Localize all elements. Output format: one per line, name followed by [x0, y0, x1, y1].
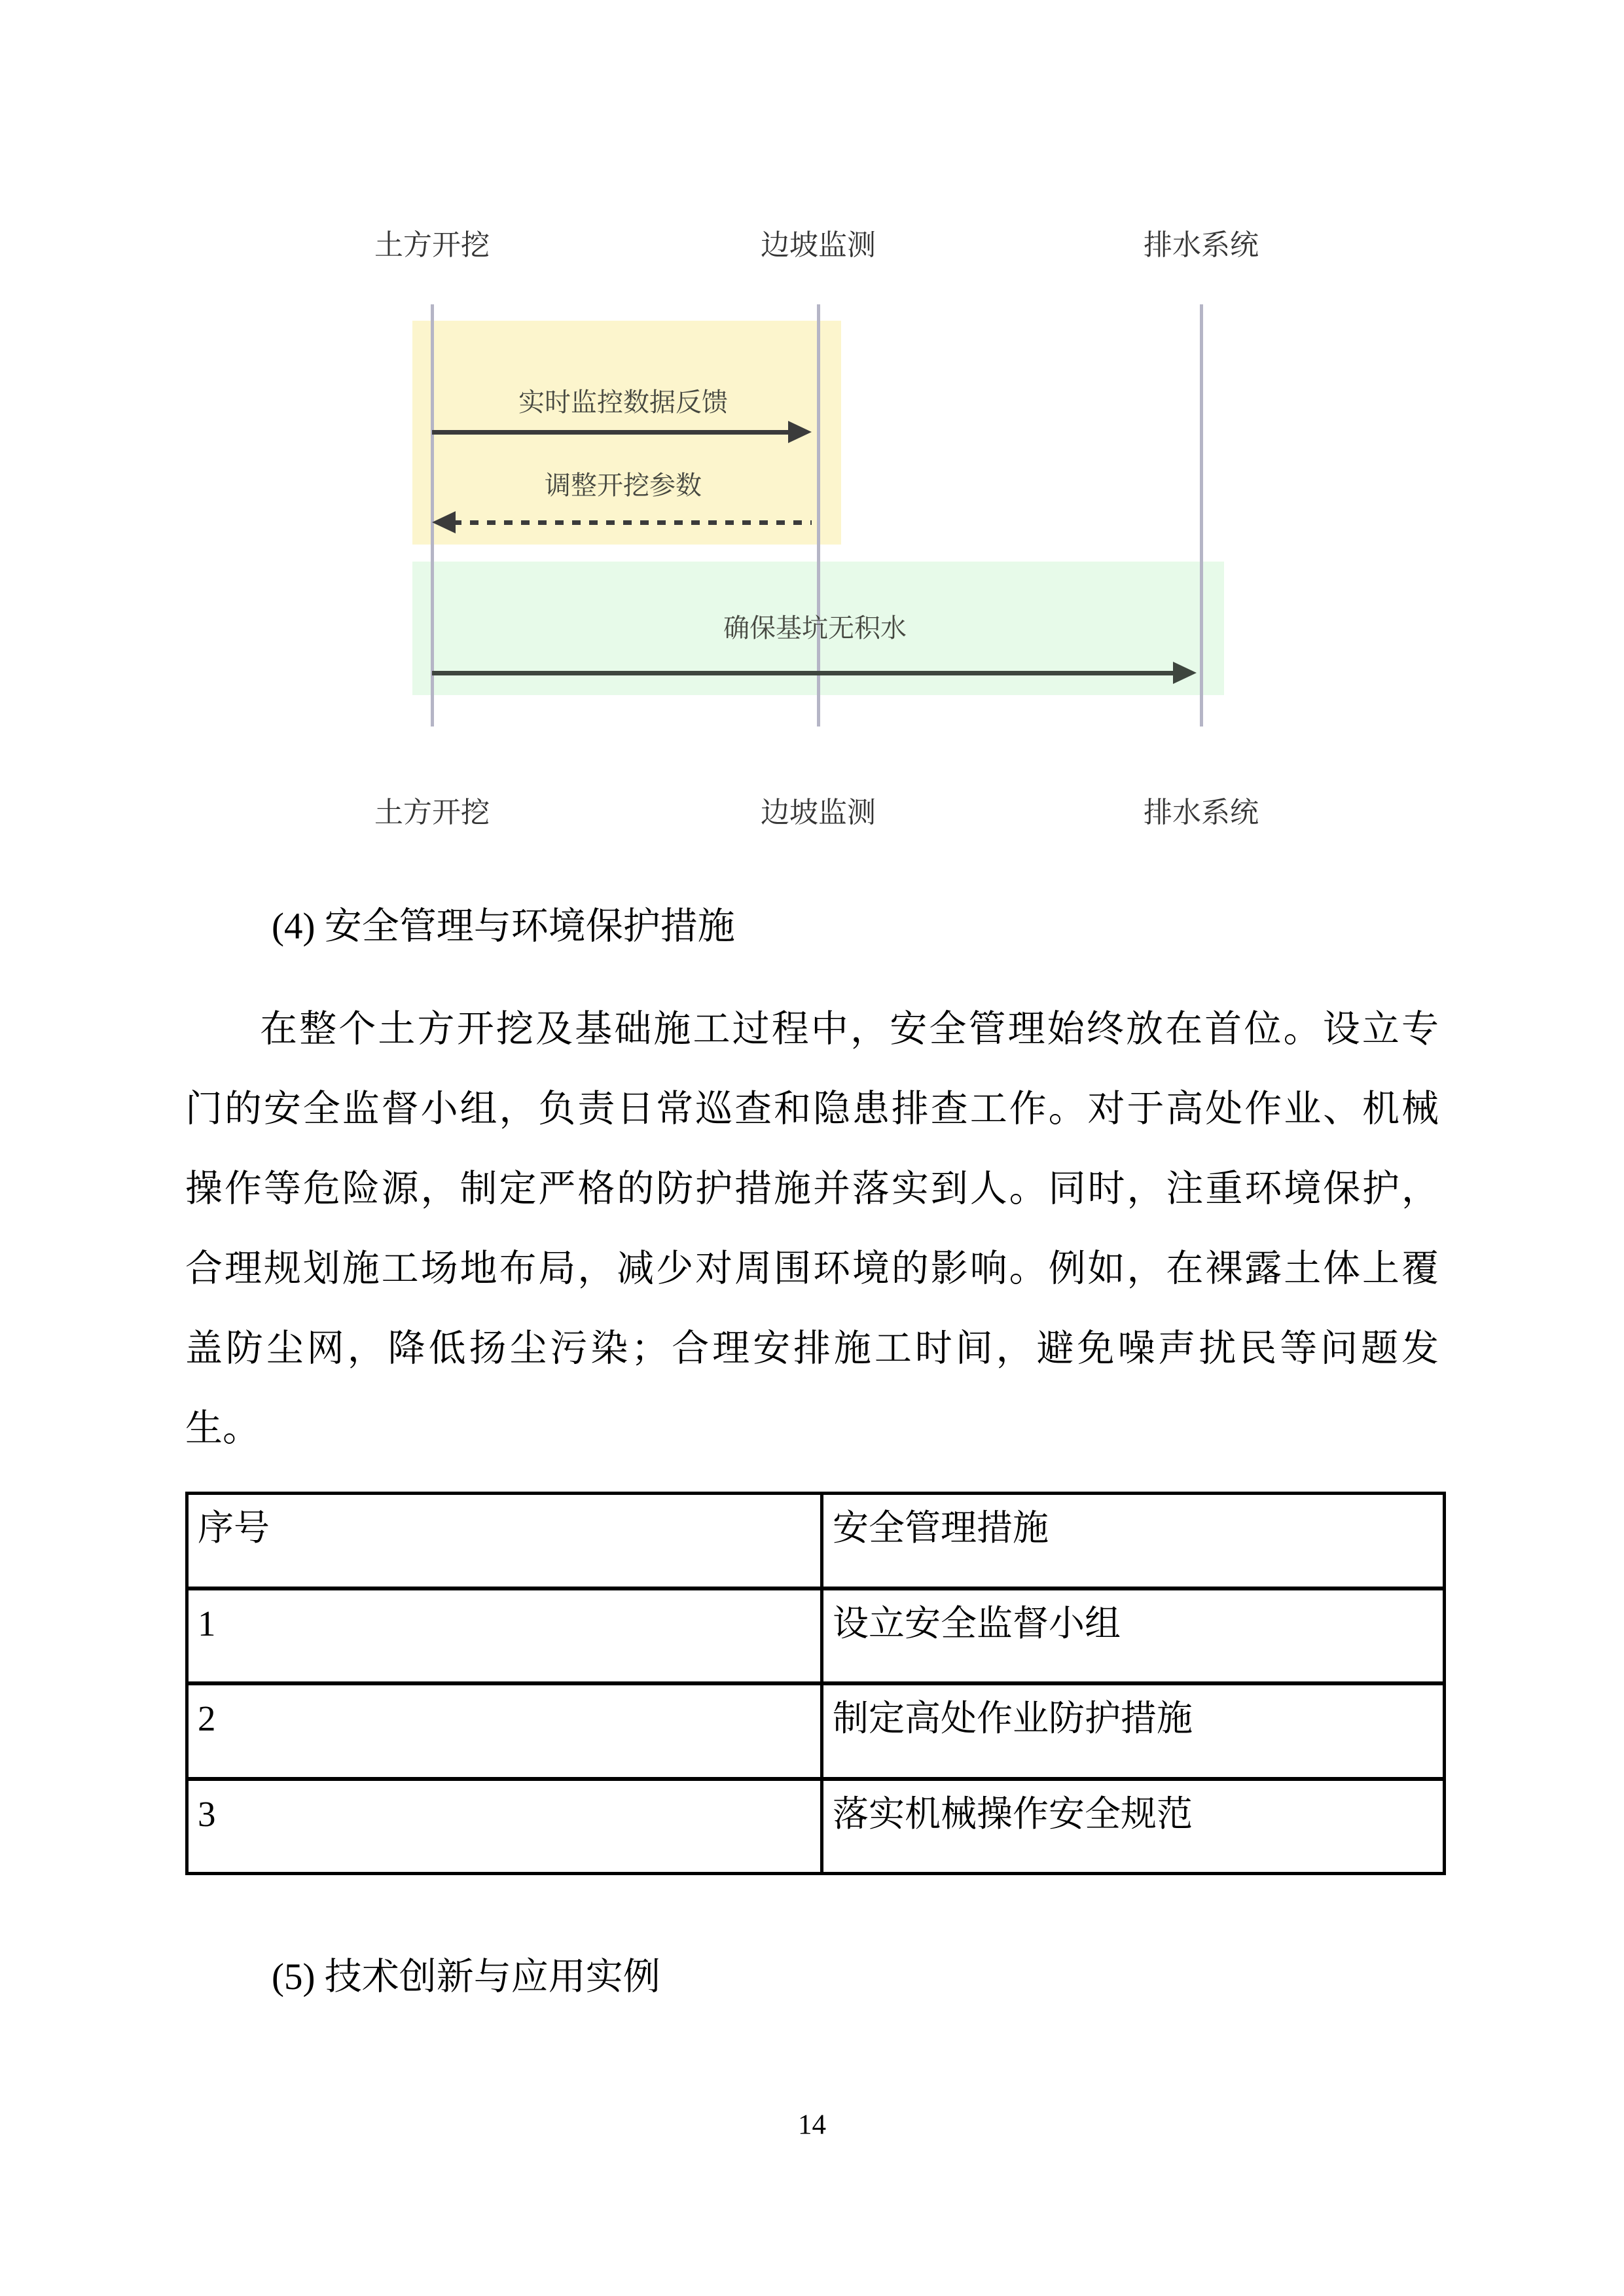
safety-measures-table: [185, 1492, 1446, 1875]
table-cell-measure: 落实机械操作安全规范: [820, 1781, 1443, 1873]
arrow-monitor-feedback: [432, 421, 812, 443]
body-paragraph: [185, 990, 1439, 1469]
message-label-no-water: 确保基坑无积水: [723, 614, 907, 643]
actor-top-drainage: 排水系统: [1144, 229, 1259, 261]
page-number: 14: [798, 2109, 826, 2140]
table-cell-index: 3: [198, 1793, 216, 1834]
table-cell-measure: 制定高处作业防护措施: [820, 1685, 1443, 1777]
message-label-adjust-params: 调整开挖参数: [545, 471, 702, 500]
table-cell-index: 1: [198, 1603, 216, 1643]
paragraph-line: 操作等危险源，制定严格的防护措施并落实到人。同时，注重环境保护，: [185, 1168, 1439, 1210]
table-cell-index: 2: [198, 1698, 216, 1738]
table-row: [189, 1681, 1443, 1777]
actor-bottom-drainage: 排水系统: [1144, 797, 1259, 829]
table-row: [189, 1587, 1443, 1682]
paragraph-line: 合理规划施工场地布局，减少对周围环境的影响。例如，在裸露土体上覆: [185, 1248, 1439, 1289]
message-label-monitor-feedback: 实时监控数据反馈: [518, 388, 728, 417]
actor-top-slope-monitoring: 边坡监测: [761, 229, 876, 261]
table-header-row: [189, 1495, 1443, 1587]
sequence-diagram: [0, 0, 1624, 844]
table-cell-measure: 设立安全监督小组: [820, 1590, 1443, 1682]
paragraph-line: 生。: [185, 1408, 260, 1449]
table-header-index: 序号: [198, 1508, 270, 1548]
section-heading-5: (5) 技术创新与应用实例: [272, 1956, 660, 1998]
paragraph-line: 在整个土方开挖及基础施工过程中，安全管理始终放在首位。设立专: [260, 1009, 1439, 1050]
table-header-measure: 安全管理措施: [820, 1495, 1443, 1587]
actor-top-earthwork: 土方开挖: [374, 229, 490, 261]
paragraph-line: 盖防尘网，降低扬尘污染；合理安排施工时间，避免噪声扰民等问题发: [185, 1328, 1439, 1369]
arrow-adjust-params: [432, 511, 812, 533]
arrow-no-water: [432, 662, 1197, 684]
lifeline-drainage: [1200, 304, 1203, 726]
paragraph-line: 门的安全监督小组，负责日常巡查和隐患排查工作。对于高处作业、机械: [185, 1088, 1439, 1130]
table-row: [189, 1777, 1443, 1873]
section-heading-4: (4) 安全管理与环境保护措施: [272, 906, 735, 947]
actor-bottom-earthwork: 土方开挖: [374, 797, 490, 829]
actor-bottom-slope-monitoring: 边坡监测: [761, 797, 876, 829]
